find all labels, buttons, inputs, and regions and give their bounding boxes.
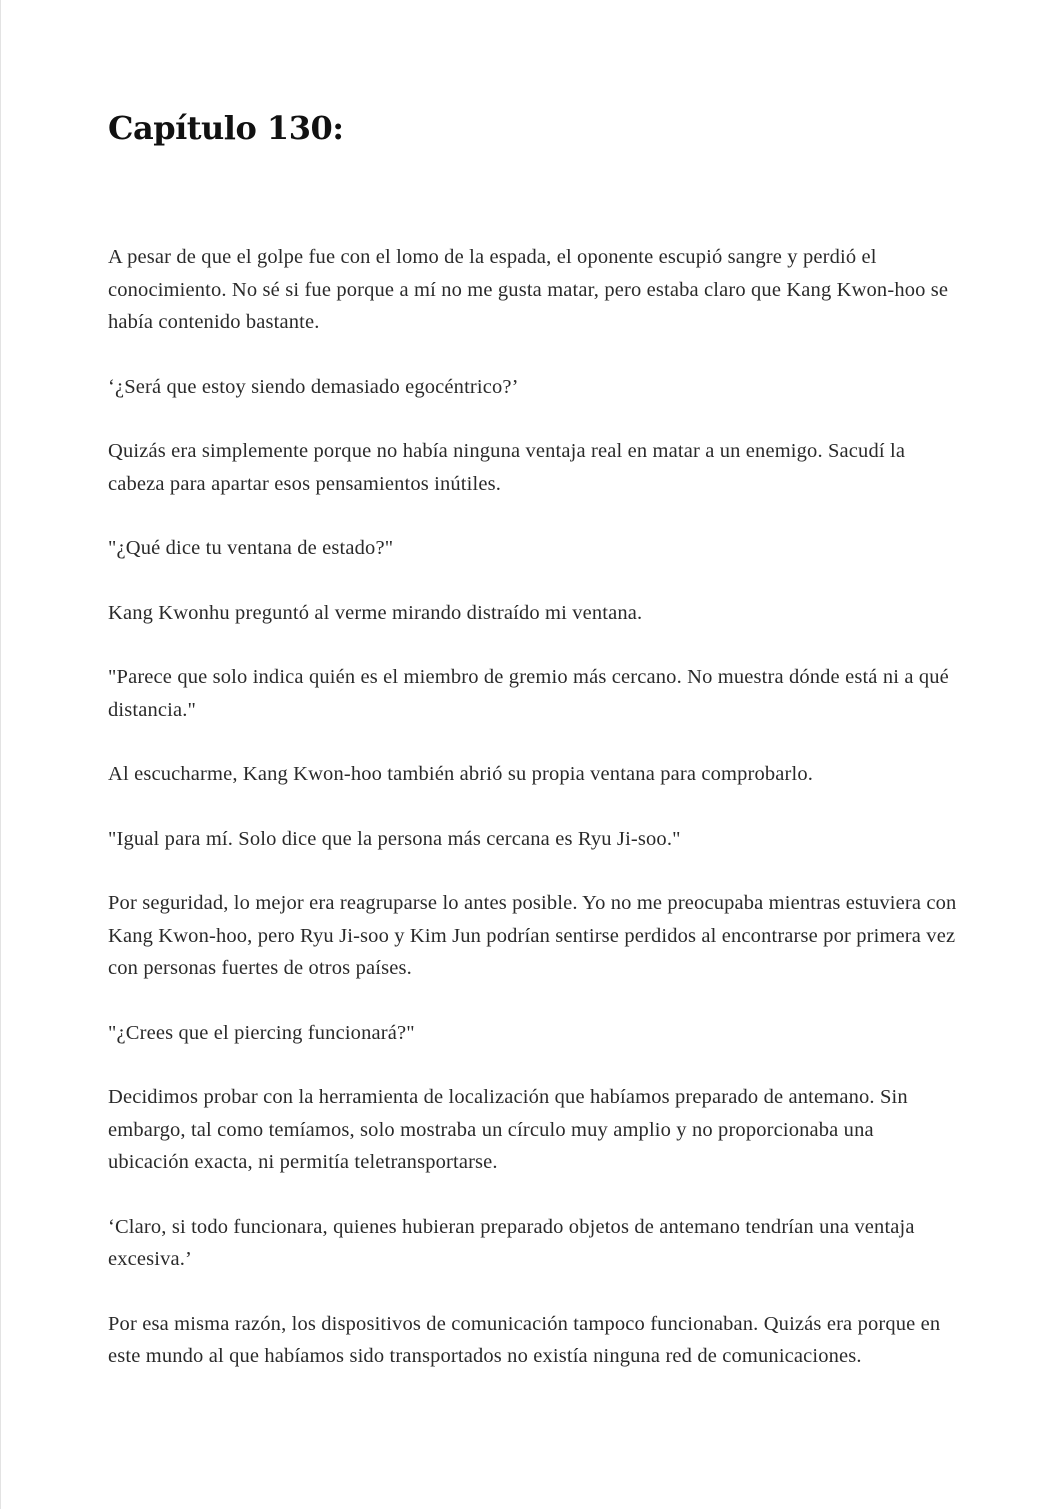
- chapter-title: Capítulo 130:: [108, 109, 344, 147]
- paragraph-13: Por esa misma razón, los dispositivos de comunicación tampoco funcionaban. Quizás era porque en este mundo al que habíamos sido transportados no existía ninguna red de comunicaciones.: [108, 1312, 941, 1367]
- paragraph-4: "¿Qué dice tu ventana de estado?": [108, 537, 394, 559]
- paragraph-6: "Parece que solo indica quién es el miembro de gremio más cercano. No muestra dónde está ni a qué distancia.": [108, 666, 949, 721]
- paragraph-12: ‘Claro, si todo funcionara, quienes hubieran preparado objetos de antemano tendrían una ventaja excesiva.’: [108, 1215, 915, 1270]
- paragraph-5: Kang Kwonhu preguntó al verme mirando distraído mi ventana.: [108, 601, 643, 624]
- paragraph-3: Quizás era simplemente porque no había ninguna ventaja real en matar a un enemigo. Sacudí la cabeza para apartar esos pensamientos inútiles.: [108, 440, 906, 495]
- paragraph-10: "¿Crees que el piercing funcionará?": [108, 1021, 415, 1044]
- document-body: [108, 241, 958, 1373]
- paragraph-7: Al escucharme, Kang Kwon-hoo también abrió su propia ventana para comprobarlo.: [108, 763, 814, 785]
- paragraph-1: A pesar de que el golpe fue con el lomo de la espada, el oponente escupió sangre y perdió el conocimiento. No sé si fue porque a mí no me gusta matar, pero estaba claro que Kang Kwon-hoo se había contenido bastante.: [108, 246, 949, 333]
- paragraph-9: Por seguridad, lo mejor era reagruparse lo antes posible. Yo no me preocupaba mientras estuviera con Kang Kwon-hoo, pero Ryu Ji-soo y Kim Jun podrían sentirse perdidos al encontrarse por primera vez con personas fuertes de otros países.: [108, 892, 957, 979]
- paragraph-2: ‘¿Será que estoy siendo demasiado egocéntrico?’: [108, 375, 519, 398]
- document-content: [108, 106, 958, 1405]
- paragraph-8: "Igual para mí. Solo dice que la persona más cercana es Ryu Ji-soo.": [108, 827, 681, 850]
- paragraph-11: Decidimos probar con la herramienta de localización que habíamos preparado de antemano. Sin embargo, tal como temíamos, solo mostraba un círculo muy amplio y no proporcionaba una ubicación exacta, ni permitía teletransportarse.: [108, 1086, 908, 1173]
